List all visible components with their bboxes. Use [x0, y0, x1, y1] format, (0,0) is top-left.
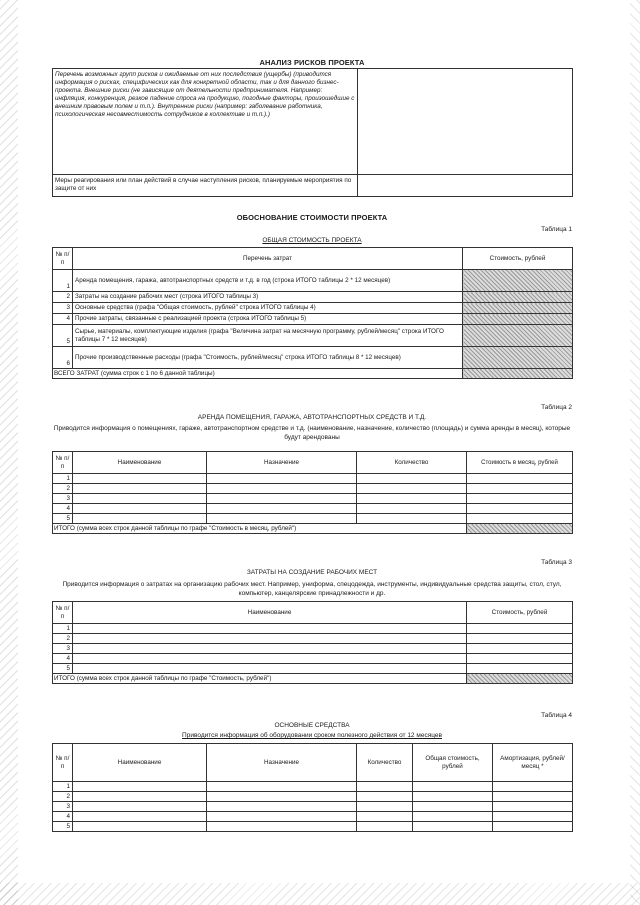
cost-cell[interactable]	[463, 303, 573, 314]
qty-cell[interactable]	[357, 782, 413, 792]
row-text: Сырье, материалы, комплектующие изделия (графа "Величина затрат на месячную программу, рублей/месяц" строка ИТОГО таблицы 7 * 12 месяцев)	[73, 325, 463, 347]
row-number: 4	[53, 654, 73, 664]
table-row	[53, 347, 573, 369]
row-number: 3	[53, 303, 73, 314]
qty-cell[interactable]	[357, 484, 467, 494]
table-row	[53, 654, 573, 664]
table4-intro: Приводится информация об оборудовании сроком полезного действия от 12 месяцев	[182, 732, 442, 739]
name-cell[interactable]	[73, 624, 467, 634]
table4-header-total: Общая стоимость, рублей	[413, 744, 493, 782]
table1-header-cost: Стоимость, рублей	[463, 248, 573, 270]
table1	[52, 247, 573, 379]
risk-groups-cell: Перечень возможных групп рисков и ожидаемые от них последствия (ущербы) (приводится информация о рисках, специфических как для конкретной области, так и для данного бизнес-проекта. Внешние риски (не зависящие от деятельности предпринимателя. Например: инфляция, конкуренция, резкое падение спроса на продукцию, погодные факторы, произошедшие с внешним правовым полем и т.п.). Внутренние риски (например: заболевание работника, психологическая несовместимость сотрудников в коллективе и т.п.).)	[53, 69, 358, 175]
name-cell[interactable]	[73, 812, 207, 822]
name-cell[interactable]	[73, 494, 207, 504]
total-cell[interactable]	[413, 812, 493, 822]
table2-title: АРЕНДА ПОМЕЩЕНИЯ, ГАРАЖА, АВТОТРАНСПОРТНЫХ СРЕДСТВ И Т.Д.	[197, 414, 427, 421]
name-cell[interactable]	[73, 644, 467, 654]
table-row	[53, 514, 573, 524]
scan-edge-right	[630, 0, 640, 905]
row-number: 2	[53, 634, 73, 644]
table-row	[53, 822, 573, 832]
row-number: 4	[53, 314, 73, 325]
row-text: Прочие затраты, связанные с реализацией проекта (строка ИТОГО таблицы 5)	[73, 314, 463, 325]
purpose-cell[interactable]	[207, 822, 357, 832]
purpose-cell[interactable]	[207, 792, 357, 802]
purpose-cell[interactable]	[207, 484, 357, 494]
table-row	[53, 484, 573, 494]
purpose-cell[interactable]	[207, 782, 357, 792]
row-number: 6	[53, 347, 73, 369]
qty-cell[interactable]	[357, 474, 467, 484]
table1-header-name: Перечень затрат	[73, 248, 463, 270]
risk-measures-cell: Меры реагирования или план действий в случае наступления рисков, планируемые мероприятия по защите от них	[53, 175, 358, 197]
cost-cell[interactable]	[467, 644, 573, 654]
table4-header-no: № п/п	[53, 744, 73, 782]
amort-cell[interactable]	[493, 782, 573, 792]
row-number: 5	[53, 514, 73, 524]
qty-cell[interactable]	[357, 792, 413, 802]
total-cell[interactable]	[413, 822, 493, 832]
table3-intro: Приводится информация о затратах на организацию рабочих мест. Например, униформа, спецодежда, инструменты, индивидуальные средства защиты, стол, стул, компьютер, канцелярские принадлежности и др.	[62, 581, 562, 597]
cost-title: ОБОСНОВАНИЕ СТОИМОСТИ ПРОЕКТА	[236, 213, 388, 222]
qty-cell[interactable]	[357, 494, 467, 504]
amort-cell[interactable]	[493, 822, 573, 832]
table-row	[53, 303, 573, 314]
risk-groups-answer[interactable]	[358, 69, 573, 175]
total-cell[interactable]	[413, 802, 493, 812]
total-cost-cell[interactable]	[463, 369, 573, 379]
table-total-row	[53, 674, 573, 684]
total-cost-cell[interactable]	[467, 674, 573, 684]
total-label: ИТОГО (сумма всех строк данной таблицы по графе "Стоимость, рублей")	[53, 674, 467, 684]
table4-label: Таблица 4	[541, 712, 572, 719]
table2-header-purpose: Назначение	[207, 452, 357, 474]
cost-cell[interactable]	[467, 634, 573, 644]
row-number: 1	[53, 270, 73, 292]
purpose-cell[interactable]	[207, 514, 357, 524]
name-cell[interactable]	[73, 514, 207, 524]
table-total-row	[53, 524, 573, 534]
table1-title: ОБЩАЯ СТОИМОСТЬ ПРОЕКТА	[262, 237, 362, 244]
cost-cell[interactable]	[467, 514, 573, 524]
row-number: 5	[53, 664, 73, 674]
row-number: 4	[53, 504, 73, 514]
table4-header-qty: Количество	[357, 744, 413, 782]
table3-title: ЗАТРАТЫ НА СОЗДАНИЕ РАБОЧИХ МЕСТ	[246, 569, 378, 576]
table2	[52, 451, 573, 534]
risk-title: АНАЛИЗ РИСКОВ ПРОЕКТА	[259, 58, 365, 67]
cost-cell[interactable]	[463, 325, 573, 347]
qty-cell[interactable]	[357, 504, 467, 514]
qty-cell[interactable]	[357, 812, 413, 822]
name-cell[interactable]	[73, 484, 207, 494]
table-row	[53, 474, 573, 484]
table-row	[53, 504, 573, 514]
purpose-cell[interactable]	[207, 504, 357, 514]
table4	[52, 743, 573, 832]
row-text: Аренда помещения, гаража, автотранспортных средств и т.д. в год (строка ИТОГО таблицы 2 * 12 месяцев)	[73, 270, 463, 292]
row-number: 2	[53, 484, 73, 494]
name-cell[interactable]	[73, 792, 207, 802]
cost-cell[interactable]	[467, 664, 573, 674]
table1-label: Таблица 1	[541, 226, 572, 233]
name-cell[interactable]	[73, 822, 207, 832]
total-cost-cell[interactable]	[467, 524, 573, 534]
qty-cell[interactable]	[357, 514, 467, 524]
row-text: Прочие производственные расходы (графа "Стоимость, рублей/месяц" строка ИТОГО таблицы 8 * 12 месяцев)	[73, 347, 463, 369]
table-row	[53, 644, 573, 654]
cost-cell[interactable]	[467, 494, 573, 504]
table1-header-no: № п/п	[53, 248, 73, 270]
total-label: ИТОГО (сумма всех строк данной таблицы по графе "Стоимость в месяц, рублей")	[53, 524, 467, 534]
row-number: 5	[53, 325, 73, 347]
table3-header-cost: Стоимость, рублей	[467, 602, 573, 624]
table2-label: Таблица 2	[541, 404, 572, 411]
table-row	[53, 634, 573, 644]
total-cell[interactable]	[413, 782, 493, 792]
cost-cell[interactable]	[467, 624, 573, 634]
cost-cell[interactable]	[467, 654, 573, 664]
scan-edge-bottom	[0, 883, 640, 905]
table2-header-no: № п/п	[53, 452, 73, 474]
name-cell[interactable]	[73, 474, 207, 484]
table2-intro: Приводится информация о помещениях, гараже, автотранспортном средстве и т.д. (наименование, назначение, количество (площадь) и сумма аренды в месяц), которые будут арендованы	[53, 425, 571, 441]
cost-cell[interactable]	[463, 292, 573, 303]
purpose-cell[interactable]	[207, 474, 357, 484]
table2-header-qty: Количество	[357, 452, 467, 474]
table-row	[53, 270, 573, 292]
table4-header-name: Наименование	[73, 744, 207, 782]
purpose-cell[interactable]	[207, 494, 357, 504]
row-number: 2	[53, 292, 73, 303]
cost-cell[interactable]	[467, 484, 573, 494]
table3-header-no: № п/п	[53, 602, 73, 624]
table3-header-name: Наименование	[73, 602, 467, 624]
row-number: 2	[53, 792, 73, 802]
cost-cell[interactable]	[467, 504, 573, 514]
name-cell[interactable]	[73, 664, 467, 674]
row-number: 5	[53, 822, 73, 832]
name-cell[interactable]	[73, 782, 207, 792]
row-number: 1	[53, 624, 73, 634]
amort-cell[interactable]	[493, 812, 573, 822]
table-total-row	[53, 369, 573, 379]
table-row	[53, 292, 573, 303]
name-cell[interactable]	[73, 654, 467, 664]
table4-header-amort: Амортизация, рублей/месяц *	[493, 744, 573, 782]
row-text: Основные средства (графа "Общая стоимость, рублей" строка ИТОГО таблицы 4)	[73, 303, 463, 314]
cost-cell[interactable]	[463, 314, 573, 325]
scan-edge-left	[0, 0, 18, 905]
amort-cell[interactable]	[493, 792, 573, 802]
row-number: 3	[53, 802, 73, 812]
row-number: 3	[53, 644, 73, 654]
table-row	[53, 624, 573, 634]
table-row	[53, 802, 573, 812]
cost-cell[interactable]	[463, 270, 573, 292]
table-row	[53, 782, 573, 792]
table4-header-purpose: Назначение	[207, 744, 357, 782]
table2-header-name: Наименование	[73, 452, 207, 474]
name-cell[interactable]	[73, 802, 207, 812]
total-cell[interactable]	[413, 792, 493, 802]
table3	[52, 601, 573, 684]
row-number: 1	[53, 782, 73, 792]
row-text: Затраты на создание рабочих мест (строка ИТОГО таблицы 3)	[73, 292, 463, 303]
purpose-cell[interactable]	[207, 802, 357, 812]
row-number: 3	[53, 494, 73, 504]
table-row	[53, 792, 573, 802]
amort-cell[interactable]	[493, 802, 573, 812]
name-cell[interactable]	[73, 504, 207, 514]
risk-measures-answer[interactable]	[358, 175, 573, 197]
table-row	[53, 314, 573, 325]
purpose-cell[interactable]	[207, 812, 357, 822]
total-label: ВСЕГО ЗАТРАТ (сумма строк с 1 по 6 данной таблицы)	[53, 369, 463, 379]
qty-cell[interactable]	[357, 822, 413, 832]
table-row	[53, 325, 573, 347]
cost-cell[interactable]	[467, 474, 573, 484]
name-cell[interactable]	[73, 634, 467, 644]
table3-label: Таблица 3	[541, 559, 572, 566]
table4-title: ОСНОВНЫЕ СРЕДСТВА	[274, 722, 350, 729]
row-number: 4	[53, 812, 73, 822]
risk-table	[52, 68, 573, 197]
qty-cell[interactable]	[357, 802, 413, 812]
table-row	[53, 494, 573, 504]
table-row	[53, 664, 573, 674]
row-number: 1	[53, 474, 73, 484]
table2-header-cost: Стоимость в месяц, рублей	[467, 452, 573, 474]
table-row	[53, 812, 573, 822]
cost-cell[interactable]	[463, 347, 573, 369]
